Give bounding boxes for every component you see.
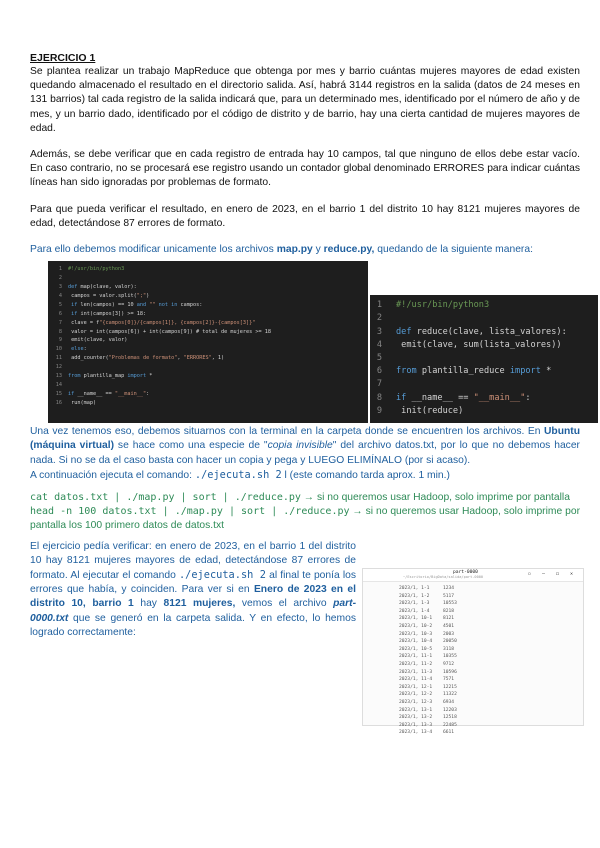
code-line xyxy=(370,365,598,378)
code-line xyxy=(370,312,598,325)
text: l (este comando tarda aprox. 1 min.) xyxy=(281,469,450,481)
code-text xyxy=(68,382,71,388)
line-number: 9 xyxy=(58,337,62,344)
line-number: 10 xyxy=(55,346,62,353)
output-value: 12203 xyxy=(443,707,457,713)
paragraph-validation: Además, se debe verificar que en cada registro de entrada hay 10 campos, tal que ninguno de ellos debe estar vacío. En caso contrario, no se procesará ese registro usando un contador global denominado ERRORES para indicar cuántas líneas han sido ignoradas por problemas de formato. xyxy=(30,149,580,189)
output-key: 2023/1, 10-3 xyxy=(399,631,433,637)
output-value: 6934 xyxy=(443,699,455,705)
file-path: ~/Escritorio/BigData/salida/part-0000 xyxy=(403,575,484,579)
output-value: 10596 xyxy=(443,669,457,675)
output-row xyxy=(399,601,583,609)
code-text: if int(campos[3]) >= 18: xyxy=(71,310,147,317)
code-text: from plantilla_reduce import * xyxy=(396,366,552,377)
paragraph-intro: Se plantea realizar un trabajo MapReduce que obtenga por mes y barrio cuántas mujeres mayores de edad existen quedando almacenado el resultado en el directorio salida. Así, habrá 3144 registros en la salida (datos de 24 meses en 131 barrios) tal cada registro de la salida indicará que, para un determinado mes, identificado por el número de año y de mes, y un barrio dado, identificado por el código de distrito y de barrio, hay una cierta cantidad de mujeres mayores de edad. xyxy=(30,66,580,134)
line-number: 2 xyxy=(58,275,62,282)
text: vemos el archivo xyxy=(235,598,334,610)
file-name: part-0000 xyxy=(453,570,478,575)
output-value: 12518 xyxy=(443,715,457,721)
code-text: #!/usr/bin/python3 xyxy=(396,300,490,311)
output-value: 2003 xyxy=(443,631,455,637)
text: y xyxy=(312,244,324,256)
output-row xyxy=(399,700,583,708)
output-key: 2023/1, 1-4 xyxy=(399,608,430,614)
line-number: 2 xyxy=(376,313,382,324)
output-row xyxy=(399,730,583,738)
command-head xyxy=(30,505,580,533)
text: " del archivo datos.txt, por lo que no debemos hacer nada. Si no se da el caso basta con hacer un copia y pega y LUEGO ELIMÍNALO (por si acaso). xyxy=(30,440,580,466)
line-number: 4 xyxy=(58,292,62,299)
code-map-py xyxy=(48,261,368,423)
output-key: 2023/1, 10-2 xyxy=(399,623,433,629)
document-page xyxy=(30,52,580,640)
paragraph-verification: Para que pueda verificar el resultado, en enero de 2023, en el barrio 1 del distrito 10 hay 8121 mujeres mayores de edad, detectándose 87 errores de formato. xyxy=(30,203,580,229)
line-number: 4 xyxy=(376,339,382,350)
output-file-screenshot xyxy=(362,568,584,736)
text: A continuación ejecuta el comando: xyxy=(30,469,195,481)
code-text: else: xyxy=(71,346,87,353)
paragraph-run-command xyxy=(30,468,580,483)
command-code: head -n 100 datos.txt | ./map.py | sort | ./reduce.py xyxy=(30,506,350,518)
code-text: valor = int(campos[6]) + int(campos[9]) # total de mujeres >= 18 xyxy=(68,328,272,335)
window-controls-icon: ▫ — ◻ ✕ xyxy=(527,571,577,577)
output-value: 5117 xyxy=(443,593,455,599)
output-key: 2023/1, 11-2 xyxy=(399,661,433,667)
code-line xyxy=(370,299,598,312)
output-key: 2023/1, 1-2 xyxy=(399,593,430,599)
code-line xyxy=(48,265,368,274)
text: Al ejecutar el comando xyxy=(70,570,179,582)
code-line xyxy=(48,310,368,319)
code-text: #!/usr/bin/python3 xyxy=(68,266,125,273)
output-value: 1234 xyxy=(443,586,455,591)
output-value: 7571 xyxy=(443,677,455,683)
code-text: def reduce(clave, lista_valores): xyxy=(396,326,567,337)
editor-titlebar xyxy=(363,569,583,582)
output-row xyxy=(399,639,583,647)
paragraph-modify-files xyxy=(30,243,580,257)
code-text xyxy=(396,313,401,323)
line-number: 5 xyxy=(58,301,62,308)
file-part: part-0000.txt xyxy=(30,598,357,624)
code-text: def map(clave, valor): xyxy=(68,284,137,291)
code-line xyxy=(370,352,598,365)
line-number: 15 xyxy=(55,390,62,397)
code-text xyxy=(396,353,401,363)
output-key: 2023/1, 10-4 xyxy=(399,639,433,645)
code-text: if __name__ == "__main__": xyxy=(396,392,531,403)
line-number: 6 xyxy=(376,366,382,377)
output-key: 2023/1, 12-2 xyxy=(399,692,433,698)
output-key: 2023/1, 11-3 xyxy=(399,669,433,675)
code-text: campos = valor.split(";") xyxy=(68,292,150,299)
output-row xyxy=(399,624,583,632)
code-reduce-py xyxy=(370,295,598,423)
line-number: 3 xyxy=(376,326,382,337)
output-value: 22485 xyxy=(443,722,457,728)
command-code: cat datos.txt | ./map.py | sort | ./reduce.py xyxy=(30,492,301,504)
code-line xyxy=(48,381,368,390)
line-number: 8 xyxy=(376,392,382,403)
code-text: emit(clave, sum(lista_valores)) xyxy=(396,339,562,350)
text: El ejercicio pedía verificar: en enero de 2023, en el barrio 1 del distrito 10 hay 8121 mujeres mayores de edad, detectándose 87 errores de formato. xyxy=(30,540,356,582)
output-value: 20050 xyxy=(443,639,457,645)
output-key: 2023/1, 1-3 xyxy=(399,601,430,607)
text: al final te ponía los errores que había, y coinciden. Para ver si en xyxy=(30,570,356,596)
highlight-date: Enero de 2023 en el distrito 10, barrio 1 xyxy=(30,584,356,610)
output-row xyxy=(399,715,583,723)
output-key: 2023/1, 11-4 xyxy=(399,677,433,683)
text: Una vez tenemos eso, debemos situarnos con la terminal en la carpeta donde se encuentren los archivos. En xyxy=(30,426,544,438)
line-number: 7 xyxy=(376,379,382,390)
command-desc: → si no queremos usar Hadoop, solo imprime por pantalla xyxy=(300,492,570,504)
code-line xyxy=(370,392,598,405)
line-number: 1 xyxy=(58,266,62,273)
file-map: map.py xyxy=(276,244,313,256)
code-text: add_counter("Problemas de formato", "ERRORES", 1) xyxy=(68,355,225,362)
line-number: 14 xyxy=(55,382,62,389)
code-line xyxy=(48,283,368,292)
output-key: 2023/1, 13-4 xyxy=(399,730,433,736)
output-row xyxy=(399,662,583,670)
code-text xyxy=(68,275,71,281)
command-ejecuta: ./ejecuta.sh 2 xyxy=(194,468,282,481)
line-number: 13 xyxy=(55,373,62,380)
line-number: 8 xyxy=(58,328,62,335)
code-text: from plantilla_map import * xyxy=(68,373,153,380)
output-value: 11322 xyxy=(443,692,457,698)
text: se hace como una especie de " xyxy=(114,440,268,452)
code-text: if len(campos) == 10 and "" not in campos: xyxy=(71,301,203,308)
code-text xyxy=(396,379,401,389)
output-value: 12215 xyxy=(443,684,457,690)
output-row xyxy=(399,586,583,594)
text: que se generó en la carpeta salida. Y en efecto, lo hemos logrado correctamente: xyxy=(30,612,356,638)
code-screenshots xyxy=(30,261,580,425)
code-line xyxy=(370,339,598,352)
output-row xyxy=(399,708,583,716)
line-number: 3 xyxy=(58,284,62,291)
code-line xyxy=(48,336,368,345)
text: Para ello debemos modificar unicamente los archivos xyxy=(30,244,277,256)
output-value: 6611 xyxy=(443,730,455,736)
text: quedando de la siguiente manera: xyxy=(374,244,533,256)
line-number: 12 xyxy=(55,364,62,371)
line-number: 6 xyxy=(58,310,62,317)
line-number: 7 xyxy=(58,319,62,326)
code-line xyxy=(48,301,368,310)
output-row xyxy=(399,677,583,685)
output-key: 2023/1, 11-1 xyxy=(399,654,433,660)
line-number: 5 xyxy=(376,353,382,364)
code-line xyxy=(48,399,368,408)
code-text: emit(clave, valor) xyxy=(68,337,128,344)
line-number: 9 xyxy=(376,405,382,416)
paragraph-terminal xyxy=(30,425,580,468)
code-text: clave = f"{campos[0]}/{campos[1]}, {campos[2]}-{campos[3]}" xyxy=(68,319,256,326)
output-key: 2023/1, 10-5 xyxy=(399,646,433,652)
output-value: 8218 xyxy=(443,608,455,614)
code-line xyxy=(370,378,598,391)
code-line xyxy=(48,354,368,363)
output-key: 2023/1, 1-1 xyxy=(399,586,430,591)
code-line xyxy=(48,319,368,328)
code-text xyxy=(68,364,71,370)
line-number: 11 xyxy=(55,355,62,362)
output-value: 8121 xyxy=(443,616,455,622)
output-row xyxy=(399,670,583,678)
output-key: 2023/1, 13-3 xyxy=(399,722,433,728)
command-ejecuta: ./ejecuta.sh 2 xyxy=(178,569,266,582)
output-key: 2023/1, 13-1 xyxy=(399,707,433,713)
output-value: 10355 xyxy=(443,654,457,660)
ubuntu-label: Ubuntu (máquina virtual) xyxy=(30,426,580,452)
output-row xyxy=(399,692,583,700)
code-line xyxy=(48,274,368,283)
output-row xyxy=(399,654,583,662)
line-number: 1 xyxy=(376,300,382,311)
code-line xyxy=(370,326,598,339)
code-line xyxy=(48,372,368,381)
output-key: 2023/1, 12-1 xyxy=(399,684,433,690)
output-value: 3118 xyxy=(443,646,455,652)
output-value: 9712 xyxy=(443,661,455,667)
code-text: run(map) xyxy=(68,399,97,406)
command-desc: → si no queremos usar Hadoop, solo imprime por pantalla los 100 primero datos de datos.txt xyxy=(30,506,580,532)
code-text: init(reduce) xyxy=(396,405,464,416)
exercise-title: EJERCICIO 1 xyxy=(30,52,96,64)
code-line xyxy=(48,390,368,399)
copia-invisible: copia invisible xyxy=(267,440,333,452)
code-line xyxy=(48,363,368,372)
output-key: 2023/1, 12-3 xyxy=(399,699,433,705)
code-line xyxy=(48,328,368,337)
code-line xyxy=(48,345,368,354)
highlight-count: 8121 mujeres, xyxy=(163,598,236,610)
output-value: 4501 xyxy=(443,623,455,629)
output-value: 10553 xyxy=(443,601,457,607)
command-cat xyxy=(30,491,580,505)
code-line xyxy=(370,405,598,418)
text: hay xyxy=(133,598,164,610)
paragraph-result xyxy=(30,540,356,640)
line-number: 16 xyxy=(55,399,62,406)
output-key: 2023/1, 13-2 xyxy=(399,715,433,721)
code-text: if __name__ == "__main__": xyxy=(68,390,150,397)
code-line xyxy=(48,292,368,301)
file-reduce: reduce.py, xyxy=(323,244,375,256)
output-row xyxy=(399,616,583,624)
output-key: 2023/1, 10-1 xyxy=(399,616,433,622)
file-contents xyxy=(363,582,583,738)
